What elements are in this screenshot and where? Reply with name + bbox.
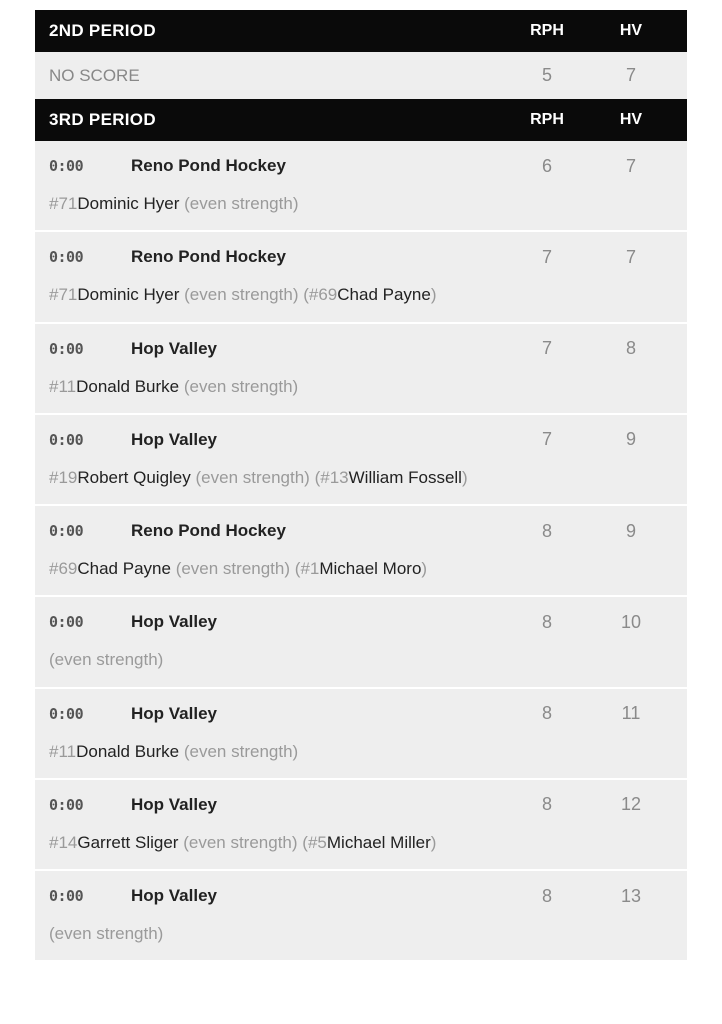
no-score-label: NO SCORE: [49, 65, 140, 85]
goal-team: Reno Pond Hockey: [131, 156, 286, 175]
goal-time: 0:00: [49, 795, 84, 814]
goal-entry: [35, 689, 687, 780]
goal-detail: [49, 374, 673, 413]
scoring-summary: [35, 0, 687, 962]
goal-detail: [49, 191, 673, 230]
goal-team: Hop Valley: [131, 794, 217, 814]
assist-number: #69: [308, 285, 338, 305]
assist-open-paren: (: [294, 559, 301, 578]
goal-time: 0:00: [49, 887, 84, 905]
home-score: 11: [621, 703, 641, 723]
assist-number: #13: [320, 467, 349, 487]
goal-strength: (even strength): [49, 650, 164, 670]
goal-time: 0:00: [49, 430, 84, 449]
goal-entry: [35, 597, 687, 688]
goal-team: Reno Pond Hockey: [131, 521, 286, 540]
assist-number: #1: [300, 559, 320, 578]
scorer-number: #71: [49, 194, 78, 213]
home-score: 9: [625, 520, 636, 541]
away-score: 8: [541, 703, 552, 723]
goal-header: [49, 689, 673, 739]
goal-strength: (even strength): [183, 376, 299, 396]
home-score: 12: [620, 794, 642, 815]
goal-detail: [49, 830, 673, 869]
goal-team: Hop Valley: [131, 886, 217, 905]
period-header-3rd: [35, 99, 687, 141]
assist-close-paren: ): [421, 559, 428, 578]
scorer-number: #69: [49, 559, 78, 578]
goal-detail: [49, 556, 673, 595]
scorer-name: Dominic Hyer: [77, 285, 180, 305]
scorer-number: #11: [49, 376, 77, 396]
goal-header: [49, 324, 673, 374]
away-score: 5: [541, 65, 552, 85]
goal-time: 0:00: [49, 704, 84, 723]
no-score-row: [35, 52, 687, 99]
away-team-abbr: RPH: [530, 111, 564, 128]
goal-strength: (even strength): [183, 741, 299, 761]
scorer-name: Chad Payne: [77, 559, 171, 578]
goal-time: 0:00: [49, 157, 84, 175]
goal-time: 0:00: [49, 613, 84, 632]
goal-header: [49, 141, 673, 191]
goal-strength: (even strength): [175, 559, 291, 578]
away-score: 7: [541, 338, 552, 358]
goal-header: [49, 780, 673, 830]
goal-header: [49, 506, 673, 556]
goal-detail: [49, 739, 673, 778]
period-header-2nd: [35, 10, 687, 52]
away-score: 8: [541, 885, 552, 906]
assist-close-paren: ): [461, 467, 468, 487]
goal-team: Hop Valley: [131, 703, 217, 723]
goal-strength: (even strength): [49, 924, 164, 943]
away-score: 7: [541, 246, 552, 267]
goal-strength: (even strength): [183, 832, 298, 852]
away-score: 6: [541, 155, 552, 176]
goal-header: [49, 597, 673, 647]
scorer-name: Donald Burke: [76, 741, 180, 761]
scorer-number: #71: [49, 285, 78, 305]
assist-open-paren: (: [314, 467, 321, 487]
goal-header: [49, 232, 673, 282]
goal-entry: [35, 415, 687, 506]
assist-name: Michael Miller: [326, 832, 431, 852]
goal-entry: [35, 141, 687, 232]
goal-detail: [49, 647, 673, 686]
home-score: 7: [625, 65, 636, 85]
away-team-abbr: RPH: [530, 22, 564, 39]
goal-detail: [49, 921, 673, 960]
scorer-name: Donald Burke: [76, 376, 180, 396]
assist-name: Chad Payne: [337, 285, 431, 305]
scorer-number: #11: [49, 741, 77, 761]
home-score: 9: [625, 429, 636, 450]
scorer-name: Robert Quigley: [77, 467, 191, 487]
goal-time: 0:00: [49, 339, 84, 358]
goal-detail: [49, 465, 673, 504]
goal-time: 0:00: [49, 248, 84, 267]
goal-entry: [35, 232, 687, 323]
away-score: 7: [541, 429, 552, 450]
assist-close-paren: ): [430, 285, 437, 305]
goal-entry: [35, 780, 687, 871]
away-score: 8: [541, 611, 552, 632]
period-title: 2ND PERIOD: [49, 21, 156, 40]
home-score: 8: [625, 338, 636, 358]
goal-header: [49, 871, 673, 921]
assist-close-paren: ): [430, 832, 437, 852]
goal-entry: [35, 324, 687, 415]
home-score: 13: [620, 885, 642, 906]
assist-open-paren: (: [302, 832, 308, 852]
scorer-number: #19: [49, 467, 78, 487]
home-team-abbr: HV: [619, 111, 643, 128]
goal-entry: [35, 871, 687, 962]
home-team-abbr: HV: [619, 22, 643, 39]
goal-team: Hop Valley: [131, 338, 217, 358]
goal-detail: [49, 282, 673, 321]
goal-header: [49, 415, 673, 465]
home-score: 10: [620, 611, 642, 632]
period-title: 3RD PERIOD: [49, 110, 156, 129]
goal-strength: (even strength): [184, 285, 299, 305]
goal-strength: (even strength): [195, 467, 310, 487]
away-score: 8: [541, 520, 552, 541]
scorer-number: #14: [49, 832, 78, 852]
assist-open-paren: (: [303, 285, 309, 305]
goal-time: 0:00: [49, 522, 84, 540]
goal-team: Hop Valley: [131, 429, 217, 449]
home-score: 7: [625, 155, 636, 176]
home-score: 7: [625, 246, 636, 267]
scorer-name: Dominic Hyer: [77, 194, 180, 213]
scorer-name: Garrett Sliger: [77, 832, 179, 852]
goal-team: Hop Valley: [131, 612, 217, 632]
assist-name: William Fossell: [348, 467, 462, 487]
goal-entry: [35, 506, 687, 597]
away-score: 8: [541, 794, 552, 815]
goal-team: Reno Pond Hockey: [131, 247, 286, 267]
assist-number: #5: [307, 832, 327, 852]
assist-name: Michael Moro: [319, 559, 422, 578]
goal-strength: (even strength): [184, 194, 299, 213]
